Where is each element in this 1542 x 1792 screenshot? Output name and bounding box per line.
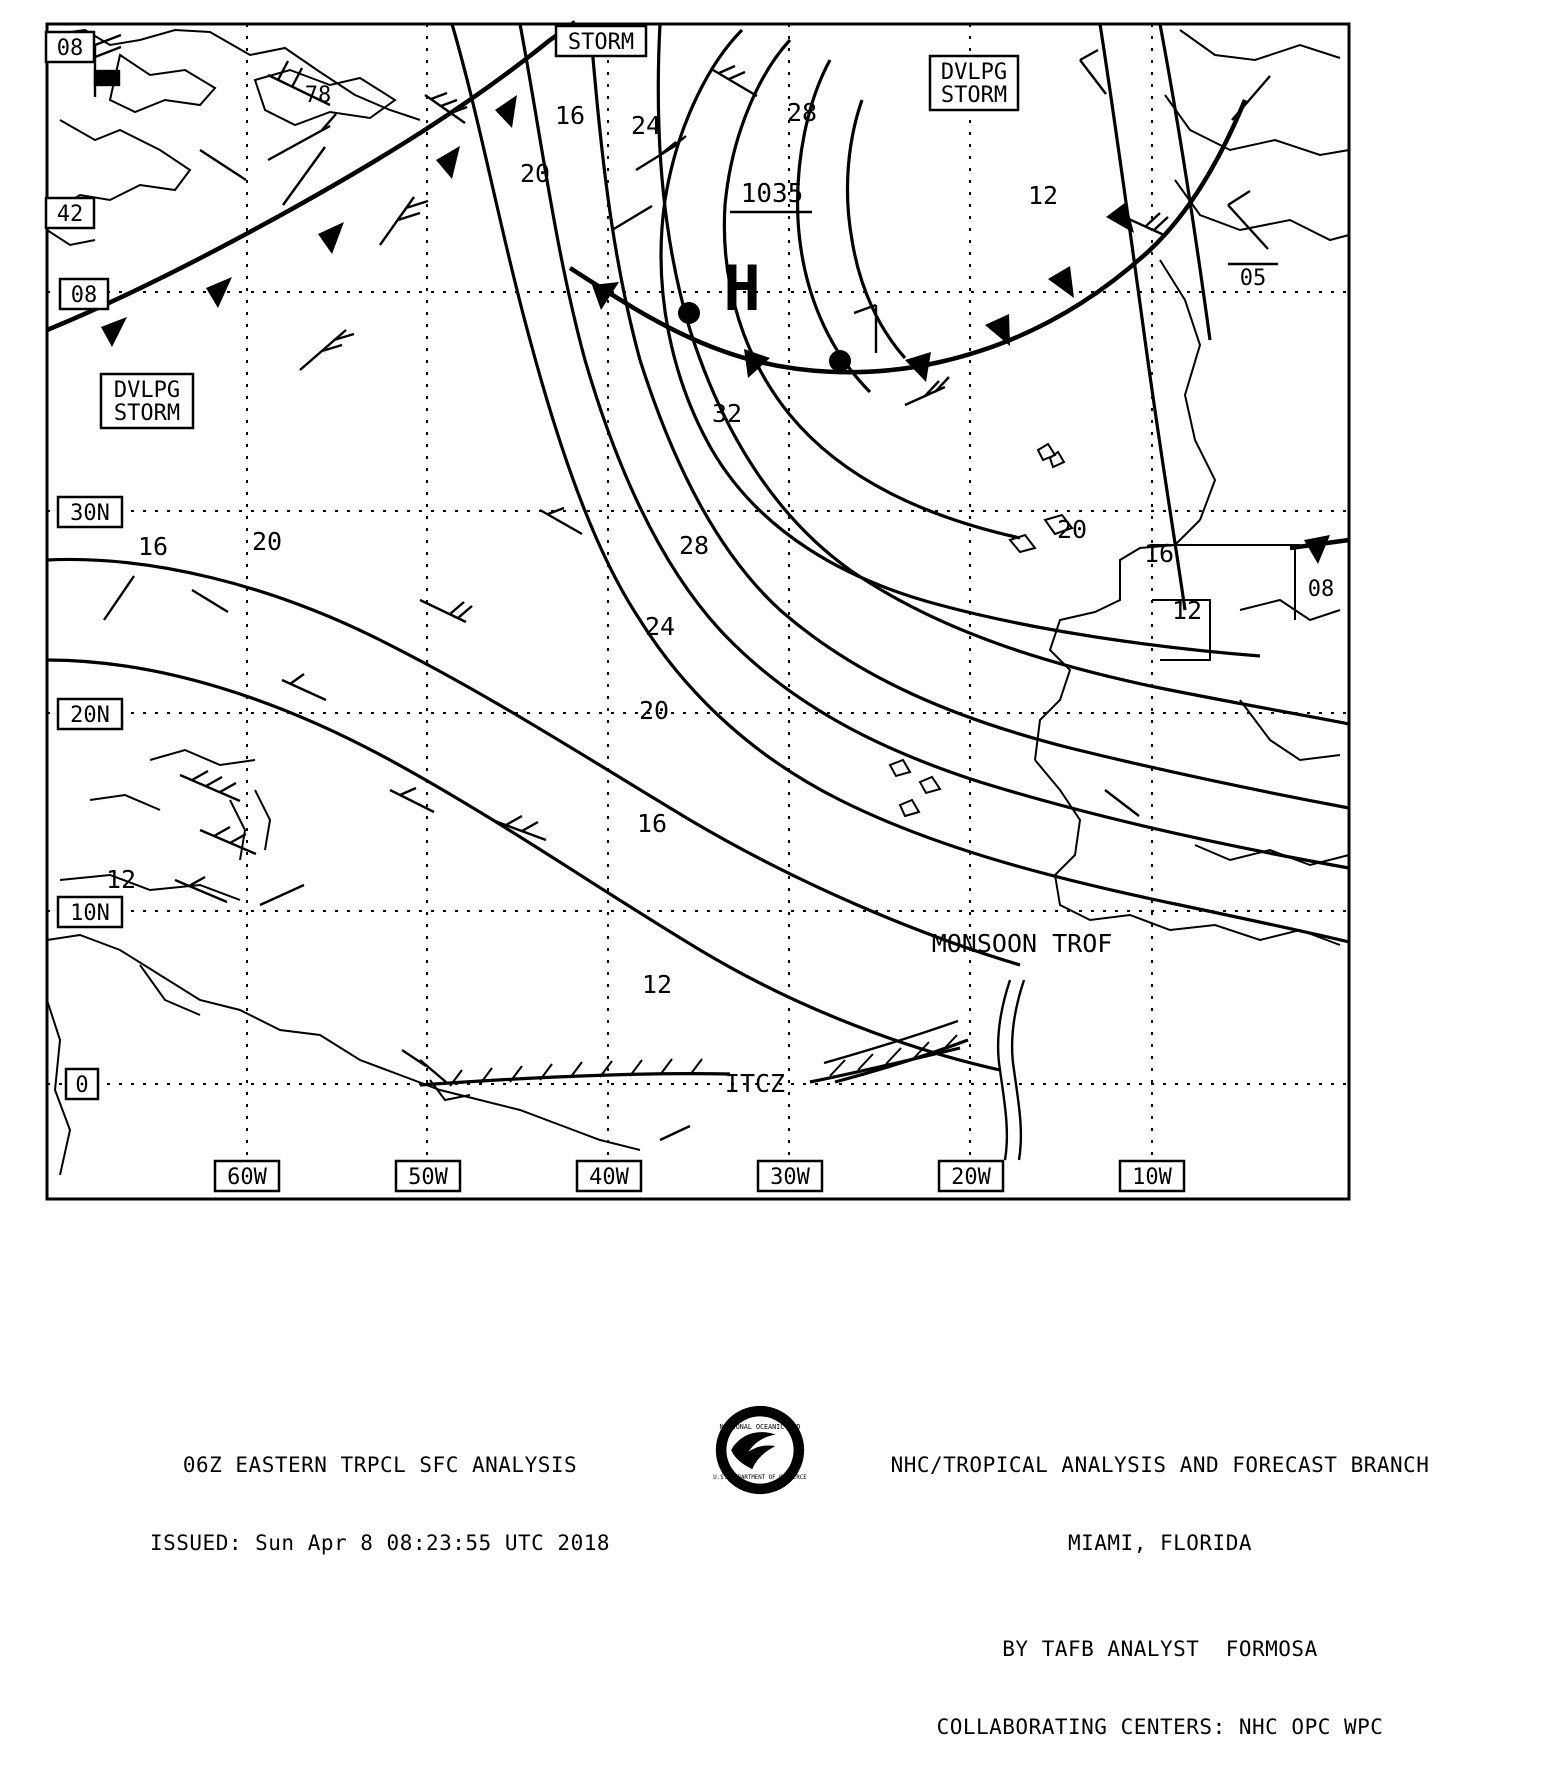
- lon-tick-60w: [215, 1161, 279, 1191]
- svg-text:DVLPG: DVLPG: [940, 60, 1008, 85]
- pressure-tag: [1308, 577, 1335, 602]
- agency-location: MIAMI, FLORIDA: [1067, 1531, 1252, 1555]
- svg-text:DVLPG: DVLPG: [113, 378, 181, 403]
- lon-tick-30w: [758, 1161, 822, 1191]
- collaborating-centers: COLLABORATING CENTERS: NHC OPC WPC: [936, 1715, 1384, 1739]
- svg-text:50W: 50W: [408, 1165, 448, 1190]
- product-issued: ISSUED: Sun Apr 8 08:23:55 UTC 2018: [149, 1531, 610, 1555]
- svg-text:10N: 10N: [70, 901, 110, 926]
- lon-tick-50w: [396, 1161, 460, 1191]
- map-frame: [47, 24, 1349, 1199]
- svg-text:U.S. DEPARTMENT OF COMMERCE: U.S. DEPARTMENT OF COMMERCE: [713, 1474, 807, 1481]
- svg-text:20: 20: [638, 696, 670, 725]
- svg-text:24: 24: [630, 111, 662, 140]
- annotation-dvlpg-storm-west: [101, 374, 193, 428]
- svg-text:40W: 40W: [589, 1165, 629, 1190]
- svg-text:10W: 10W: [1132, 1165, 1172, 1190]
- lon-tick-20w: [939, 1161, 1003, 1191]
- pressure-tag: [46, 198, 94, 228]
- svg-text:24: 24: [644, 612, 676, 641]
- svg-text:05: 05: [1239, 266, 1267, 291]
- svg-text:08: 08: [70, 283, 98, 308]
- svg-text:12: 12: [105, 865, 137, 894]
- svg-text:30W: 30W: [770, 1165, 810, 1190]
- annotation-storm-north: [556, 26, 646, 56]
- product-title-block: [60, 1400, 700, 1608]
- noaa-logo: [712, 1402, 808, 1498]
- svg-text:20: 20: [251, 527, 283, 556]
- high-symbol: H: [723, 252, 761, 325]
- pressure-tag: [305, 83, 332, 108]
- svg-text:STORM: STORM: [940, 83, 1008, 108]
- svg-text:20N: 20N: [70, 703, 110, 728]
- svg-text:60W: 60W: [227, 1165, 267, 1190]
- svg-text:32: 32: [711, 399, 743, 428]
- svg-text:STORM: STORM: [113, 401, 181, 426]
- lat-tick-20n: [58, 699, 122, 729]
- svg-text:42: 42: [56, 202, 84, 227]
- chart-footer: [0, 1400, 1542, 1739]
- svg-text:20: 20: [1056, 515, 1088, 544]
- svg-text:28: 28: [678, 531, 710, 560]
- svg-text:78: 78: [304, 83, 332, 108]
- agency-block: [800, 1400, 1520, 1792]
- svg-text:20: 20: [519, 159, 551, 188]
- agency-branch: NHC/TROPICAL ANALYSIS AND FORECAST BRANCH: [890, 1453, 1430, 1477]
- svg-text:0: 0: [75, 1073, 89, 1098]
- svg-text:16: 16: [137, 532, 169, 561]
- lon-tick-40w: [577, 1161, 641, 1191]
- svg-text:16: 16: [1143, 539, 1175, 568]
- lat-tick-0: [66, 1069, 98, 1099]
- svg-text:28: 28: [786, 98, 818, 127]
- svg-text:16: 16: [636, 809, 668, 838]
- svg-text:08: 08: [1307, 577, 1335, 602]
- svg-text:12: 12: [641, 970, 673, 999]
- svg-text:08: 08: [56, 36, 84, 61]
- high-pressure-value: 1035: [740, 179, 804, 209]
- svg-text:20W: 20W: [951, 1165, 991, 1190]
- svg-text:STORM: STORM: [567, 30, 635, 55]
- lat-tick-10n: [58, 897, 122, 927]
- annotation-itcz: ITCZ: [724, 1069, 786, 1098]
- svg-text:NATIONAL OCEANIC AND: NATIONAL OCEANIC AND: [719, 1422, 801, 1431]
- svg-text:30N: 30N: [70, 501, 110, 526]
- lon-tick-10w: [1120, 1161, 1184, 1191]
- svg-text:12: 12: [1171, 596, 1203, 625]
- svg-text:16: 16: [554, 101, 586, 130]
- lat-tick-30n: [58, 497, 122, 527]
- pressure-tag: [46, 32, 94, 62]
- analyst-line: BY TAFB ANALYST FORMOSA: [1002, 1637, 1318, 1661]
- product-title: 06Z EASTERN TRPCL SFC ANALYSIS: [182, 1453, 578, 1477]
- annotation-monsoon-trof: MONSOON TROF: [931, 929, 1113, 958]
- annotation-dvlpg-storm-northeast: [930, 56, 1018, 110]
- pressure-tag: [60, 279, 108, 309]
- svg-text:12: 12: [1027, 181, 1059, 210]
